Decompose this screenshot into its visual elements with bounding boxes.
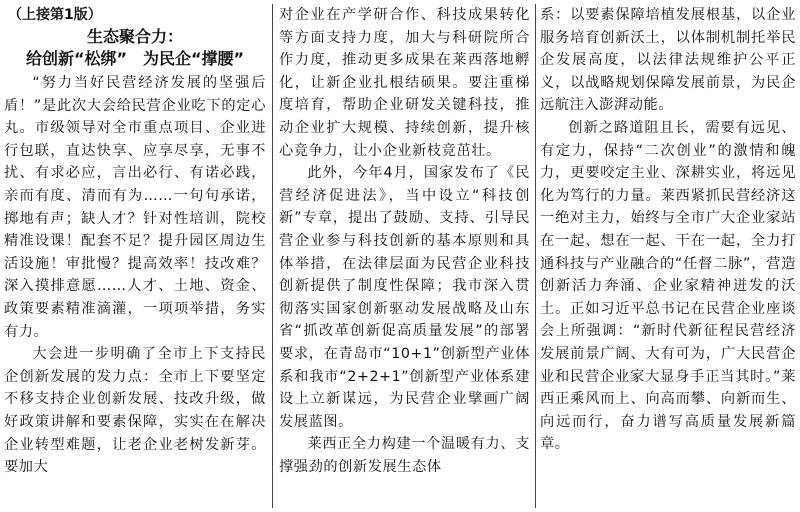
article-subtitle: 给创新“松绑” 为民企“撑腰” xyxy=(25,49,245,68)
paragraph: 创新之路道阻且长，需要有远见、有定力，保持“二次创业”的激情和魄力，更要咬定主业、深耕实业，将远见化为笃行的力量。莱西紧抓民营经济这一绝对主力，始终与全市广大企业家站在一起、想在一起、干在一起，全力打通科技与产业融合的“任督二脉”，营造创新活力奔涌、企业家精神迸发的沃土。正如习近平总书记在民营企业座谈会上所强调：“新时代新征程民营经济发展前景广阔、大有可为，广大民营企业和民营企业家大显身手正当其时。”莱西正乘风而上、向高而攀、向新而生、向远而行，奋力谱写高质量发展新篇章。 xyxy=(540,119,796,453)
column-divider xyxy=(535,4,536,508)
article-column-3 xyxy=(540,0,796,512)
paragraph: 系：以要素保障培植发展根基，以企业服务培育创新沃土，以体制机制托举民企发展高度，以法律法规维护公平正义，以战略规划保障发展前景，为民企远航注入澎湃动能。 xyxy=(540,7,796,114)
article-column-1 xyxy=(4,0,266,512)
paragraph: 莱西正全力构建一个温暖有力、支撑强劲的创新发展生态体 xyxy=(279,436,530,475)
continuation-label: （上接第1版） xyxy=(8,7,102,23)
paragraph: “努力当好民营经济发展的坚强后盾！”是此次大会给民营企业吃下的定心丸。市级领导对全市重点项目、企业进行包联，直达快享、应享尽享，无事不扰、有求必应，言出必行、有诺必践，亲而有度、清而有为……一句句承诺，掷地有声；缺人才？针对性培训，院校精准设课！配套不足？提升园区周边生活设施！审批慢？提高效率！技改难？深入摸排意愿……人才、土地、资金、政策要素精准滴灌，一项项举措，务实有力。 xyxy=(4,75,266,340)
column-divider xyxy=(272,4,273,508)
paragraph: 此外，今年4月，国家发布了《民营经济促进法》，当中设立“科技创新”专章，提出了鼓励、支持、引导民营企业参与科技创新的基本原则和具体举措，在法律层面为民营企业科技创新提供了制度性保障；我市深入贯彻落实国家创新驱动发展战略及山东省“抓改革创新促高质量发展”的部署要求，在青岛市“10+1”创新型产业体系和我市“2+2+1”创新型产业体系建设上立新谋远，为民营企业擘画广阔发展蓝图。 xyxy=(279,165,530,430)
article-column-2 xyxy=(279,0,530,512)
article-title: 生态聚合力： xyxy=(86,27,183,46)
paragraph: 大会进一步明确了全市上下支持民企创新发展的发力点：全市上下要坚定不移支持企业创新发展、技改升级，做好政策讲解和要素保障，实实在在解决企业转型难题，让老企业老树发新芽。要加大 xyxy=(4,346,266,476)
paragraph: 对企业在产学研合作、科技成果转化等方面支持力度，加大与科研院所合作力度，推动更多成果在莱西落地孵化，让新企业扎根结硕果。要注重梯度培育，帮助企业研发关键科技，推动企业扩大规模、持续创新，提升核心竞争力，让小企业新枝竞茁壮。 xyxy=(279,7,530,159)
